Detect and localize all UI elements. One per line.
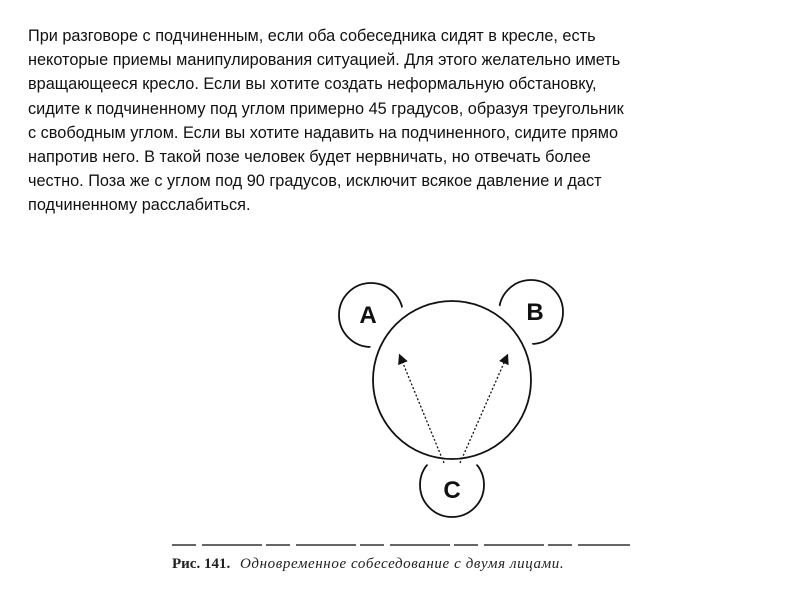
text-line: некоторые приемы манипулирования ситуацией. Для этого желательно иметь — [28, 51, 621, 70]
label-a: A — [359, 302, 377, 329]
text-line: с свободным углом. Если вы хотите надавить на подчиненного, сидите прямо — [28, 123, 618, 142]
text-line: подчиненному расслабиться. — [28, 196, 251, 215]
text-line: При разговоре с подчиненным, если оба собеседника сидят в кресле, есть — [28, 27, 596, 45]
caption-text: Одновременное собеседование с двумя лицами. — [239, 556, 565, 572]
label-c: C — [443, 477, 461, 504]
figure-caption — [172, 556, 564, 573]
text-line: сидите к подчиненному под углом примерно 45 градусов, образуя треугольник — [28, 99, 624, 118]
text-line: честно. Поза же с углом под 90 градусов, исключит всякое давление и даст — [28, 172, 602, 191]
text-line: вращающееся кресло. Если вы хотите создать неформальную обстановку, — [28, 75, 597, 94]
caption-number: Рис. 141. — [172, 556, 231, 572]
table-outline — [373, 301, 531, 459]
text-line: напротив него. В такой позе человек будет нервничать, но отвечать более — [28, 148, 591, 167]
label-b: B — [526, 299, 544, 326]
